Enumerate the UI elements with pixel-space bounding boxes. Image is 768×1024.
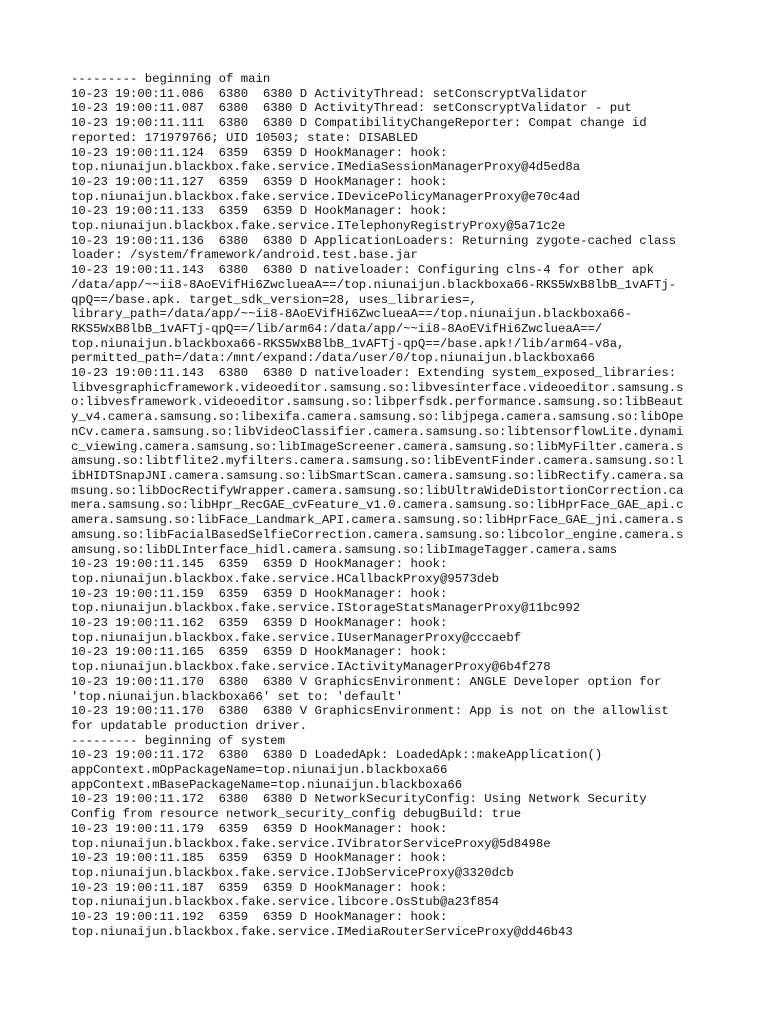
log-line: y_v4.camera.samsung.so:libexifa.camera.samsung.so:libjpega.camera.samsung.so:libOpe xyxy=(71,410,684,425)
log-line: appContext.mOpPackageName=top.niunaijun.blackboxa66 xyxy=(71,763,448,778)
log-line: 10-23 19:00:11.170 6380 6380 V GraphicsEnvironment: App is not on the allowlist xyxy=(71,704,669,719)
log-line: Config from resource network_security_config debugBuild: true xyxy=(71,807,522,822)
log-line: 10-23 19:00:11.143 6380 6380 D nativeloader: Extending system_exposed_libraries: xyxy=(71,366,677,381)
log-line: 10-23 19:00:11.159 6359 6359 D HookManager: hook: xyxy=(71,586,448,601)
log-line: --------- beginning of system xyxy=(71,733,286,748)
log-line: 10-23 19:00:11.185 6359 6359 D HookManager: hook: xyxy=(71,851,448,866)
log-line: permitted_path=/data:/mnt/expand:/data/user/0/top.niunaijun.blackboxa66 xyxy=(71,351,595,366)
log-line: qpQ==/base.apk. target_sdk_version=28, uses_libraries=, xyxy=(71,292,477,307)
log-line: 10-23 19:00:11.192 6359 6359 D HookManager: hook: xyxy=(71,910,448,925)
log-line: 10-23 19:00:11.162 6359 6359 D HookManager: hook: xyxy=(71,616,448,631)
log-line: library_path=/data/app/~~ii8-8AoEVifHi6ZwclueaA==/top.niunaijun.blackboxa66- xyxy=(71,307,632,322)
log-line: 'top.niunaijun.blackboxa66' set to: 'default' xyxy=(71,689,404,704)
log-line: 10-23 19:00:11.111 6380 6380 D CompatibilityChangeReporter: Compat change id xyxy=(71,116,647,131)
log-line: amsung.so:libDLInterface_hidl.camera.samsung.so:libImageTagger.camera.sams xyxy=(71,542,618,557)
log-line: amera.samsung.so:libFace_Landmark_API.camera.samsung.so:libHprFace_GAE_jni.camera.s xyxy=(71,513,684,528)
log-line: 10-23 19:00:11.133 6359 6359 D HookManager: hook: xyxy=(71,204,448,219)
log-line: mera.samsung.so:libHpr_RecGAE_cvFeature_v1.0.camera.samsung.so:libHprFace_GAE_api.c xyxy=(71,498,684,513)
log-line: top.niunaijun.blackbox.fake.service.IJobServiceProxy@3320dcb xyxy=(71,865,514,880)
log-line: nCv.camera.samsung.so:libVideoClassifier.camera.samsung.so:libtensorflowLite.dynami xyxy=(71,424,684,439)
log-line: for updatable production driver. xyxy=(71,718,308,733)
log-line: 10-23 19:00:11.187 6359 6359 D HookManager: hook: xyxy=(71,880,448,895)
log-line: 10-23 19:00:11.143 6380 6380 D nativeloader: Configuring clns-4 for other apk xyxy=(71,263,654,278)
log-line: 10-23 19:00:11.127 6359 6359 D HookManager: hook: xyxy=(71,174,448,189)
log-line: top.niunaijun.blackbox.fake.service.IMediaSessionManagerProxy@4d5ed8a xyxy=(71,160,581,175)
log-line: amsung.so:libFacialBasedSelfieCorrection.camera.samsung.so:libcolor_engine.camera.s xyxy=(71,527,684,542)
log-line: reported: 171979766; UID 10503; state: DISABLED xyxy=(71,130,418,145)
log-line: --------- beginning of main xyxy=(71,72,271,86)
log-line: top.niunaijun.blackbox.fake.service.IVibratorServiceProxy@5d8498e xyxy=(71,836,551,851)
log-line: 10-23 19:00:11.170 6380 6380 V GraphicsEnvironment: ANGLE Developer option for xyxy=(71,674,662,689)
log-line: 10-23 19:00:11.086 6380 6380 D ActivityThread: setConscryptValidator xyxy=(71,86,588,101)
log-line: libvesgraphicframework.videoeditor.samsung.so:libvesinterface.videoeditor.samsung.s xyxy=(71,380,684,395)
log-line: top.niunaijun.blackbox.fake.service.IActivityManagerProxy@6b4f278 xyxy=(71,660,551,675)
log-line: 10-23 19:00:11.172 6380 6380 D NetworkSecurityConfig: Using Network Security xyxy=(71,792,647,807)
log-line: loader: /system/framework/android.test.base.jar xyxy=(71,248,418,263)
log-line: top.niunaijun.blackbox.fake.service.IMediaRouterServiceProxy@dd46b43 xyxy=(71,924,573,939)
log-line: top.niunaijun.blackbox.fake.service.ITelephonyRegistryProxy@5a71c2e xyxy=(71,219,566,234)
log-line: top.niunaijun.blackbox.fake.service.IUserManagerProxy@cccaebf xyxy=(71,630,522,645)
log-line: 10-23 19:00:11.124 6359 6359 D HookManager: hook: xyxy=(71,145,448,160)
log-line: top.niunaijun.blackbox.fake.service.IDevicePolicyManagerProxy@e70c4ad xyxy=(71,189,581,204)
log-line: top.niunaijun.blackboxa66-RKS5WxB8lbB_1vAFTj-qpQ==/base.apk!/lib/arm64-v8a, xyxy=(71,336,625,351)
log-line: top.niunaijun.blackbox.fake.service.IStorageStatsManagerProxy@11bc992 xyxy=(71,601,581,616)
log-line: msung.so:libDocRectifyWrapper.camera.samsung.so:libUltraWideDistortionCorrection.ca xyxy=(71,483,684,498)
log-output xyxy=(71,72,701,939)
log-line: amsung.so:libtflite2.myfilters.camera.samsung.so:libEventFinder.camera.samsung.so:l xyxy=(71,454,684,469)
log-line: 10-23 19:00:11.179 6359 6359 D HookManager: hook: xyxy=(71,821,448,836)
log-line: 10-23 19:00:11.145 6359 6359 D HookManager: hook: xyxy=(71,557,448,572)
log-line: o:libvesframework.videoeditor.samsung.so:libperfsdk.performance.samsung.so:libBeaut xyxy=(71,395,684,410)
log-line: 10-23 19:00:11.136 6380 6380 D ApplicationLoaders: Returning zygote-cached class xyxy=(71,233,677,248)
log-line: top.niunaijun.blackbox.fake.service.HCallbackProxy@9573deb xyxy=(71,571,500,586)
log-line: appContext.mBasePackageName=top.niunaijun.blackboxa66 xyxy=(71,777,463,792)
log-line: top.niunaijun.blackbox.fake.service.libcore.OsStub@a23f854 xyxy=(71,895,500,910)
log-line: 10-23 19:00:11.087 6380 6380 D ActivityThread: setConscryptValidator - put xyxy=(71,101,632,116)
log-line: 10-23 19:00:11.165 6359 6359 D HookManager: hook: xyxy=(71,645,448,660)
log-line: ibHIDTSnapJNI.camera.samsung.so:libSmartScan.camera.samsung.so:libRectify.camera.sa xyxy=(71,468,684,483)
log-line: /data/app/~~ii8-8AoEVifHi6ZwclueaA==/top.niunaijun.blackboxa66-RKS5WxB8lbB_1vAFTj- xyxy=(71,277,677,292)
log-line: 10-23 19:00:11.172 6380 6380 D LoadedApk: LoadedApk::makeApplication() xyxy=(71,748,603,763)
log-line: c_viewing.camera.samsung.so:libImageScreener.camera.samsung.so:libMyFilter.camera.s xyxy=(71,439,684,454)
log-line: RKS5WxB8lbB_1vAFTj-qpQ==/lib/arm64:/data/app/~~ii8-8AoEVifHi6ZwclueaA==/ xyxy=(71,321,603,336)
